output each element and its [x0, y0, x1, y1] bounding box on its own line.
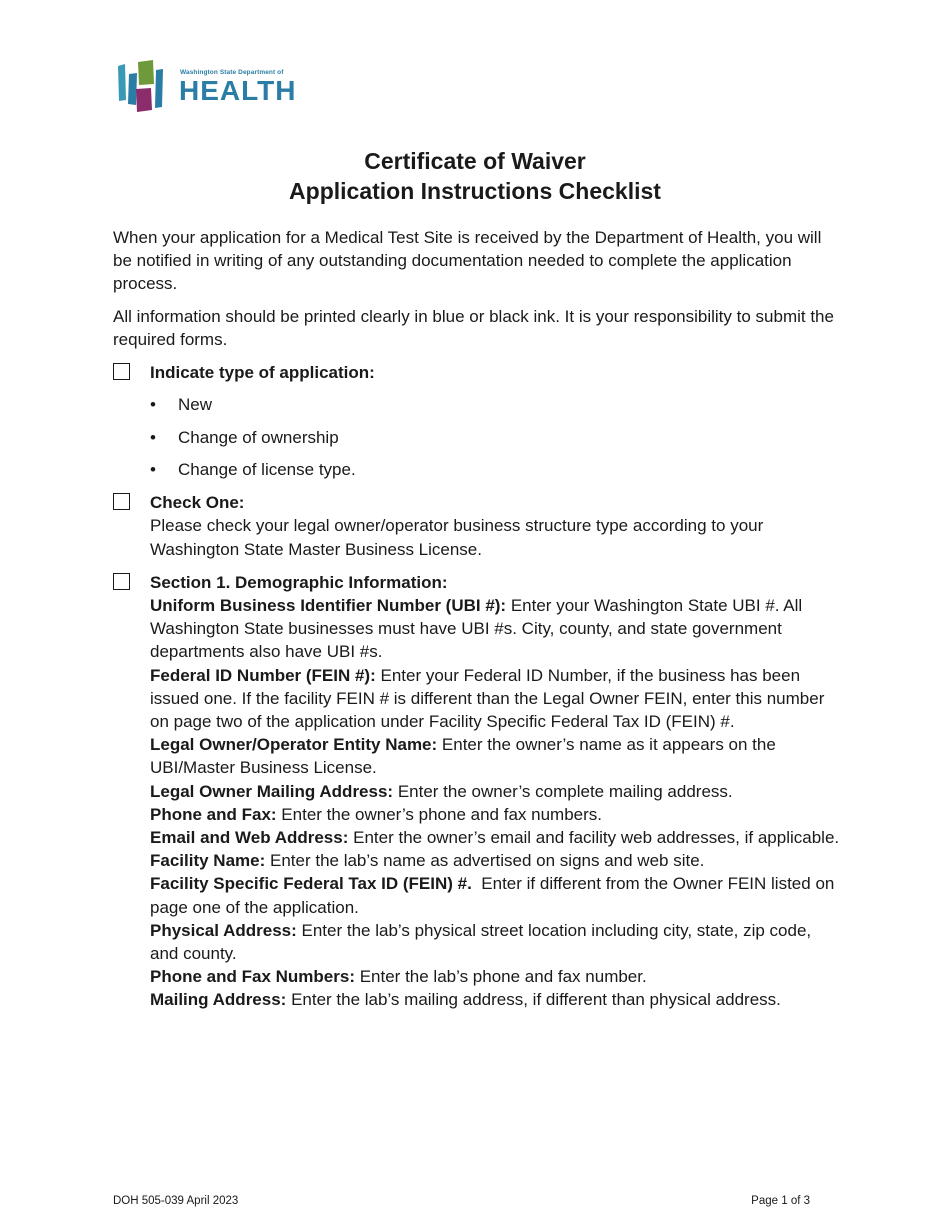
field-instruction-email-web: Email and Web Address: Enter the owner’s email and facility web addresses, if applicable. — [150, 828, 840, 848]
field-instruction-owner-phone: Phone and Fax: Enter the owner’s phone and fax numbers. — [150, 804, 602, 824]
checkbox-demographic[interactable] — [113, 573, 130, 590]
checklist-item-application-type — [113, 361, 843, 481]
doh-logo — [116, 60, 296, 114]
item-heading: Check One: — [150, 493, 245, 513]
title-line-1: Certificate of Waiver — [364, 148, 586, 174]
field-instruction-entity-name: Legal Owner/Operator Entity Name: Enter the owner’s name as it appears on the UBI/Master Business License. — [150, 735, 776, 778]
document-body — [113, 226, 843, 1012]
field-instruction-physical-address: Physical Address: Enter the lab’s physical street location including city, state, zip code, and county. — [150, 920, 812, 964]
bullet-icon: • — [150, 460, 156, 479]
checkbox-check-one[interactable] — [113, 493, 130, 510]
logo-wordmark: HEALTH — [179, 75, 297, 106]
list-item: • New — [150, 393, 843, 416]
bullet-icon: • — [150, 427, 156, 447]
field-instruction-ubi: Uniform Business Identifier Number (UBI #): Enter your Washington State UBI #. All Washington State businesses must have UBI #s. City, county, and state government departments also have UBI #s. — [150, 596, 803, 662]
field-instruction-fein: Federal ID Number (FEIN #): Enter your Federal ID Number, if the business has been issued one. If the facility FEIN # is different than the Legal Owner FEIN, enter this number on page two of the application under Facility Specific Federal Tax ID (FEIN) #. — [150, 665, 825, 732]
page-title — [0, 146, 950, 206]
field-instruction-mailing-address: Mailing Address: Enter the lab’s mailing address, if different than physical address. — [150, 990, 781, 1010]
form-id: DOH 505-039 April 2023 — [113, 1195, 239, 1207]
field-instruction-facility-name: Facility Name: Enter the lab’s name as advertised on signs and web site. — [150, 851, 705, 871]
logo-mark-icon — [116, 60, 176, 114]
field-instruction-lab-phone: Phone and Fax Numbers: Enter the lab’s phone and fax number. — [150, 967, 647, 987]
field-instruction-facility-fein: Facility Specific Federal Tax ID (FEIN) #. Enter if different from the Owner FEIN listed on page one of the application. — [150, 874, 840, 917]
intro-paragraph-2: All information should be printed clearly in blue or black ink. It is your responsibility to submit the required forms. — [113, 306, 834, 349]
list-item: • Change of ownership — [150, 426, 843, 449]
checklist-item-demographic — [113, 571, 843, 1012]
item-text: Please check your legal owner/operator business structure type according to your Washington State Master Business License. — [150, 516, 764, 559]
checklist-item-check-one — [113, 491, 843, 561]
application-type-list — [150, 393, 843, 481]
checkbox-application-type[interactable] — [113, 363, 130, 380]
field-instruction-owner-address: Legal Owner Mailing Address: Enter the owner’s complete mailing address. — [150, 781, 733, 801]
list-item: • Change of license type. — [150, 458, 843, 481]
intro-paragraph-1: When your application for a Medical Test Site is received by the Department of Health, you will be notified in writing of any outstanding documentation needed to complete the application process. — [113, 228, 822, 294]
bullet-icon: • — [150, 395, 156, 415]
logo-dept-line: Washington State Department of — [180, 69, 284, 76]
page-number: Page 1 of 3 — [751, 1195, 810, 1207]
item-heading: Indicate type of application: — [150, 363, 375, 383]
title-line-2: Application Instructions Checklist — [289, 178, 661, 204]
item-heading: Section 1. Demographic Information: — [150, 572, 448, 592]
